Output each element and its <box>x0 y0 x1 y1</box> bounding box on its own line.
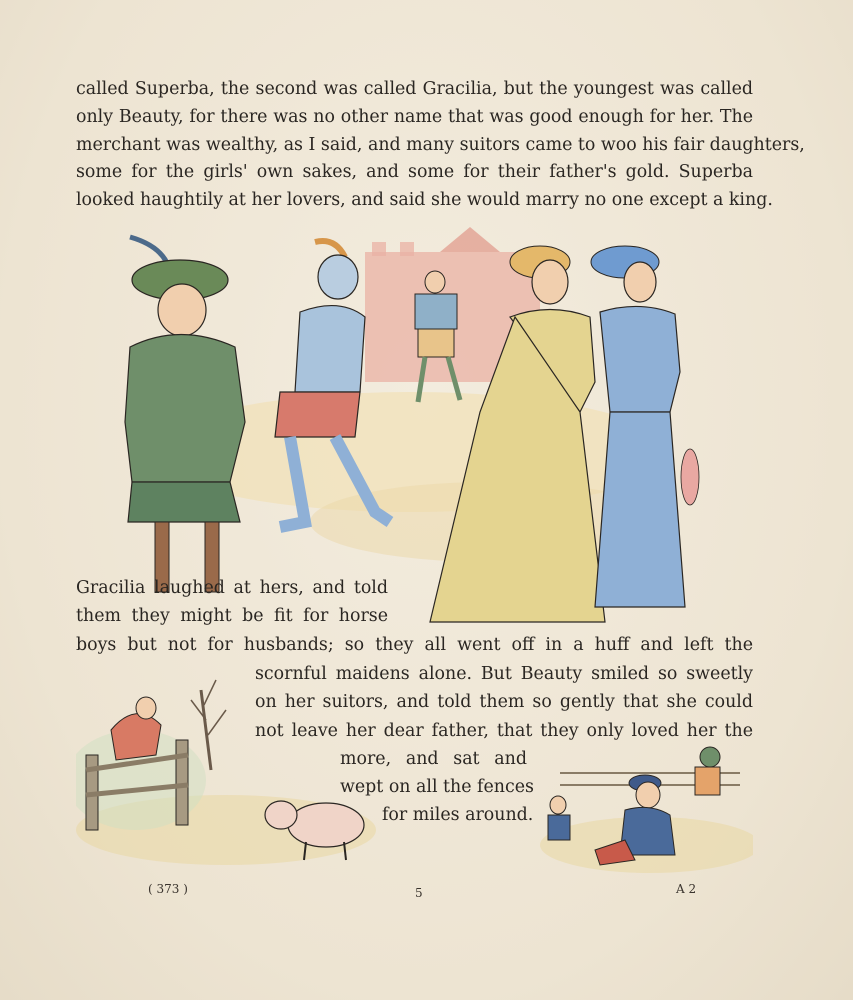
top-paragraph <box>76 76 805 215</box>
text-line: them they might be fit for horse <box>76 606 388 626</box>
signature-mark: A 2 <box>676 882 697 896</box>
text-line: not leave her dear father, that they only loved her the <box>255 721 753 741</box>
fence-sitter-figure <box>695 747 720 795</box>
fence-and-pig-vignette <box>76 660 376 875</box>
kneeling-page-figure <box>548 796 570 840</box>
text-line: some for the girls' own sakes, and some for their father's gold. Superba <box>76 162 753 183</box>
weeping-suitors-vignette <box>540 745 753 875</box>
text-line: for miles around. <box>382 805 534 825</box>
page-number: 5 <box>415 886 423 900</box>
text-line: boys but not for husbands; so they all went off in a huff and left the <box>76 635 753 655</box>
text-line: scornful maidens alone. But Beauty smiled so sweetly <box>255 664 753 684</box>
text-line: on her suitors, and told them so gently that she could <box>255 692 753 712</box>
suitors-illustration <box>110 222 710 632</box>
text-line: wept on all the fences <box>340 777 534 797</box>
text-line: merchant was wealthy, as I said, and many suitors came to woo his fair daughters, <box>76 134 805 155</box>
text-line: looked haughtily at her lovers, and said she would marry no one except a king. <box>76 190 773 211</box>
plate-number: ( 373 ) <box>148 882 188 896</box>
text-line: called Superba, the second was called Gracilia, but the youngest was called <box>76 79 753 99</box>
text-line: only Beauty, for there was no other name that was good enough for her. The <box>76 106 753 127</box>
green-suitor-figure <box>125 237 245 592</box>
text-line: Gracilia laughed at hers, and told <box>76 578 388 598</box>
text-line: more, and sat and <box>340 749 527 769</box>
